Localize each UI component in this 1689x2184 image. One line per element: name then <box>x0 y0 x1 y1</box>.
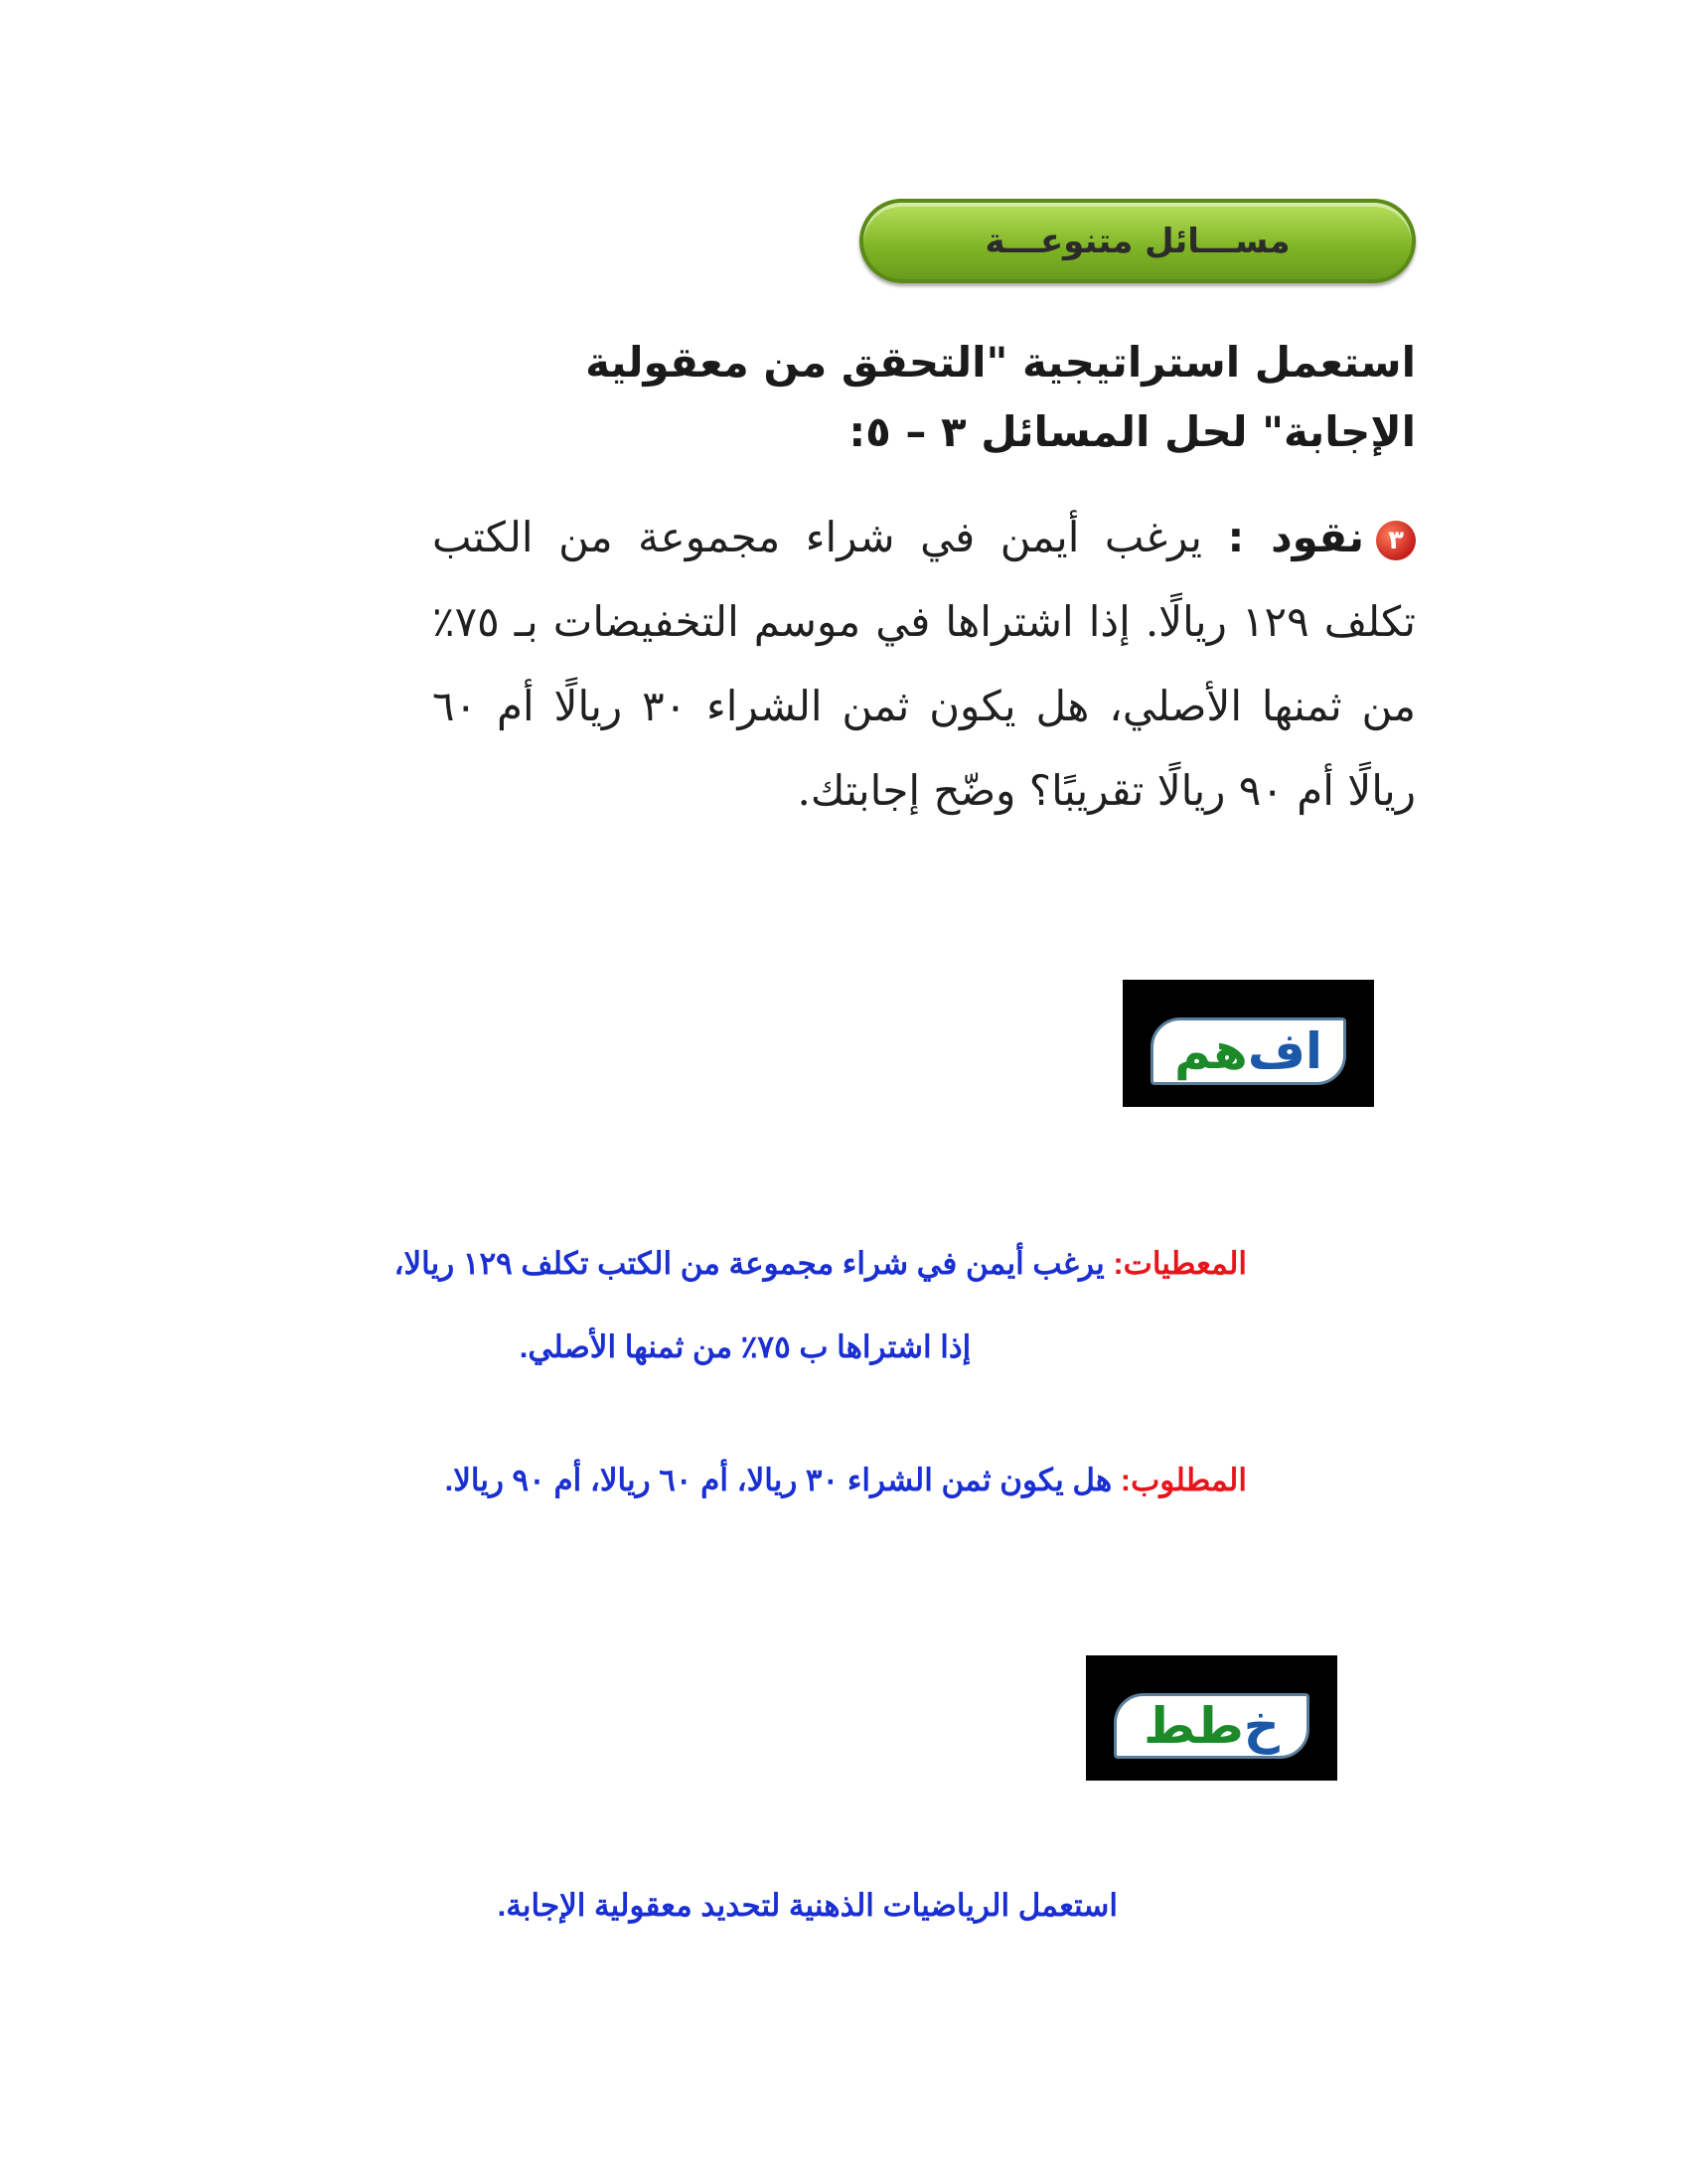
required-data <box>243 1456 1247 1505</box>
problem-number-badge: ٣ <box>1376 521 1416 560</box>
understand-tab: ا ف هم <box>1151 1017 1346 1085</box>
required-label: المطلوب: <box>1120 1463 1247 1497</box>
plan-tab: خ طط <box>1114 1693 1309 1759</box>
plan-text: استعمل الرياضيات الذهنية لتحديد معقولية الإجابة. <box>497 1888 1118 1923</box>
problem-keyword: نقود : <box>1227 513 1365 561</box>
given-line-1: يرغب أيمن في شراء مجموعة من الكتب تكلف ١٢٩ ريالا، <box>393 1246 1114 1281</box>
plan-step-box <box>1086 1655 1337 1781</box>
understand-step-box <box>1123 980 1374 1107</box>
section-title: مســـائل متنوعـــة <box>985 221 1291 261</box>
problem-3 <box>432 495 1416 833</box>
section-title-pill <box>859 199 1416 283</box>
intro-instruction: استعمل استراتيجية "التحقق من معقولية الإجابة" لحل المسائل ٣ – ٥: <box>585 338 1416 456</box>
given-line-2: إذا اشتراها ب ٧٥٪ من ثمنها الأصلي. <box>519 1329 972 1364</box>
problem-text: يرغب أيمن في شراء مجموعة من الكتب تكلف ١٢٩ ريالًا. إذا اشتراها في موسم التخفيضات بـ ٧٥٪ من ثمنها الأصلي، هل يكون ثمن الشراء ٣٠ ريالًا أم ٦٠ ريالًا أم ٩٠ ريالًا تقريبًا؟ وضّح إجابتك. <box>432 513 1416 815</box>
given-label: المعطيات: <box>1113 1246 1247 1281</box>
given-data <box>243 1222 1247 1389</box>
required-text: هل يكون ثمن الشراء ٣٠ ريالا، أم ٦٠ ريالا، أم ٩٠ ريالا. <box>444 1463 1121 1497</box>
